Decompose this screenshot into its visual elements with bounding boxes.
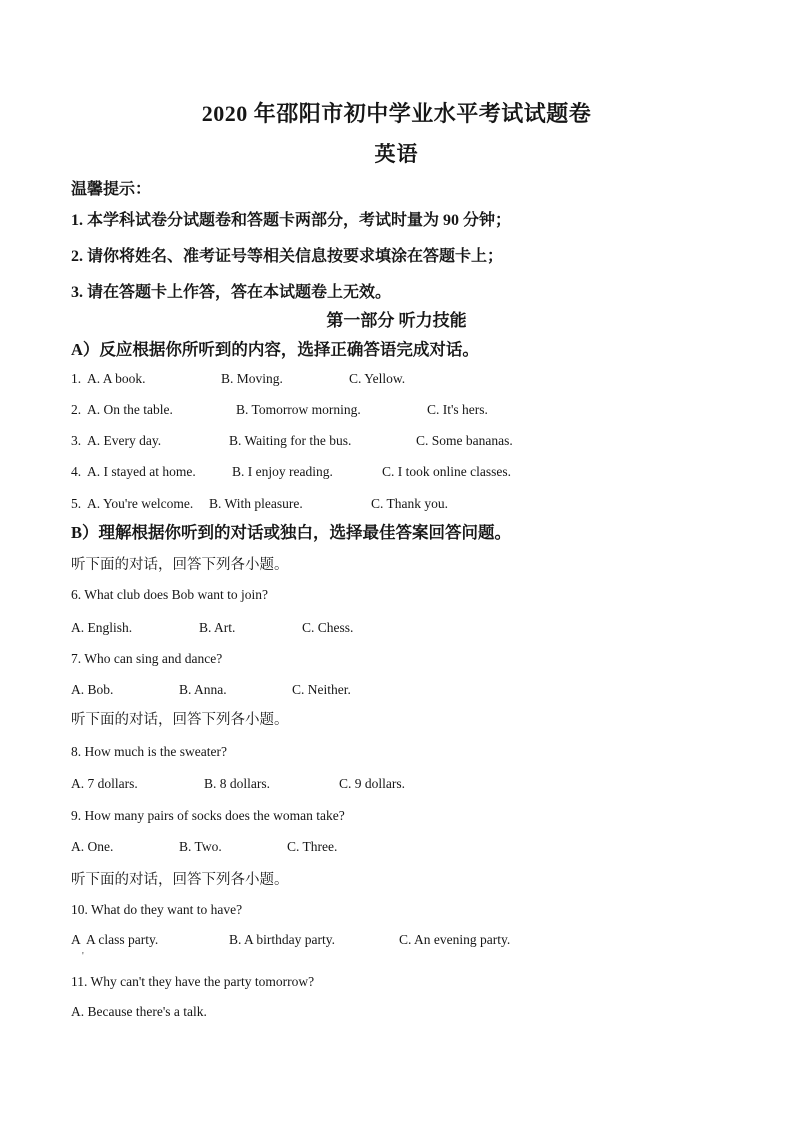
option-a: A. Every day.: [87, 433, 162, 448]
question-6-text: 6. What club does Bob want to join?: [71, 587, 268, 602]
question-8-options: [71, 776, 751, 796]
question-9-text: 9. How many pairs of socks does the woman take?: [71, 808, 345, 823]
section-b-heading: B）理解根据你听到的对话或独白，选择最佳答案回答问题。: [71, 523, 512, 542]
listening-q2-row: [71, 402, 751, 422]
option-c: C. Chess.: [302, 620, 354, 635]
option-c: C. Yellow.: [349, 371, 406, 386]
option-b: B. A birthday party.: [229, 932, 335, 947]
listening-q1-row: [71, 371, 751, 391]
dialog-hint: 听下面的对话，回答下列各小题。: [71, 872, 289, 888]
notice-item-1: 1. 本学科试卷分试题卷和答题卡两部分，考试时量为 90 分钟；: [71, 212, 512, 229]
question-10-text: 10. What do they want to have?: [71, 902, 243, 917]
option-a: A A class party.: [71, 932, 159, 947]
question-7-text: 7. Who can sing and dance?: [71, 651, 223, 666]
option-c: C. I took online classes.: [382, 464, 511, 479]
option-b: B. Moving.: [221, 371, 283, 386]
question-number: 5.: [71, 496, 82, 511]
question-10-options: [71, 932, 751, 952]
option-b: B. Anna.: [179, 682, 227, 697]
option-b: B. Two.: [179, 839, 222, 854]
option-b: B. Waiting for the bus.: [229, 433, 352, 448]
option-c: C. An evening party.: [399, 932, 511, 947]
option-a: A. Because there's a talk.: [71, 1004, 207, 1019]
option-b: B. 8 dollars.: [204, 776, 270, 791]
notice-heading: 温馨提示：: [71, 181, 152, 198]
option-a: A. English.: [71, 620, 133, 635]
option-c: C. It's hers.: [427, 402, 488, 417]
option-a: A. 7 dollars.: [71, 776, 138, 791]
option-b: B. With pleasure.: [209, 496, 303, 511]
question-6-options: [71, 620, 751, 640]
question-7-options: [71, 682, 751, 702]
question-number: 1.: [71, 371, 82, 386]
page-title: 2020 年邵阳市初中学业水平考试试题卷: [201, 101, 592, 126]
option-a: A. One.: [71, 839, 114, 854]
option-a: A. I stayed at home.: [87, 464, 196, 479]
option-b: B. Tomorrow morning.: [236, 402, 361, 417]
listening-q5-row: [71, 496, 751, 516]
question-11-options: [71, 1004, 751, 1024]
option-b: B. Art.: [199, 620, 236, 635]
option-a: A. A book.: [87, 371, 146, 386]
section-a-heading: A）反应根据你所听到的内容，选择正确答语完成对话。: [71, 340, 479, 359]
option-b: B. I enjoy reading.: [232, 464, 333, 479]
question-11-text: 11. Why can't they have the party tomorrow?: [71, 974, 315, 989]
option-a: A. On the table.: [87, 402, 173, 417]
question-9-options: [71, 839, 751, 859]
dialog-hint: 听下面的对话，回答下列各小题。: [71, 557, 289, 573]
question-number: 2.: [71, 402, 82, 417]
option-c: C. Three.: [287, 839, 338, 854]
listening-q3-row: [71, 433, 751, 453]
notice-item-3: 3. 请在答题卡上作答，答在本试题卷上无效。: [71, 284, 392, 301]
option-c: C. Some bananas.: [416, 433, 513, 448]
question-8-text: 8. How much is the sweater?: [71, 744, 227, 759]
notice-item-2: 2. 请你将姓名、准考证号等相关信息按要求填涂在答题卡上；: [71, 248, 504, 265]
listening-q4-row: [71, 464, 751, 484]
option-a: A. You're welcome.: [87, 496, 194, 511]
question-number: 4.: [71, 464, 82, 479]
option-c: C. 9 dollars.: [339, 776, 405, 791]
stray-mark: ': [82, 951, 84, 962]
option-c: C. Thank you.: [371, 496, 448, 511]
question-number: 3.: [71, 433, 82, 448]
option-c: C. Neither.: [292, 682, 351, 697]
subject-title: 英语: [374, 142, 419, 166]
option-a: A. Bob.: [71, 682, 114, 697]
dialog-hint: 听下面的对话，回答下列各小题。: [71, 712, 289, 728]
part1-heading: 第一部分 听力技能: [326, 311, 467, 330]
